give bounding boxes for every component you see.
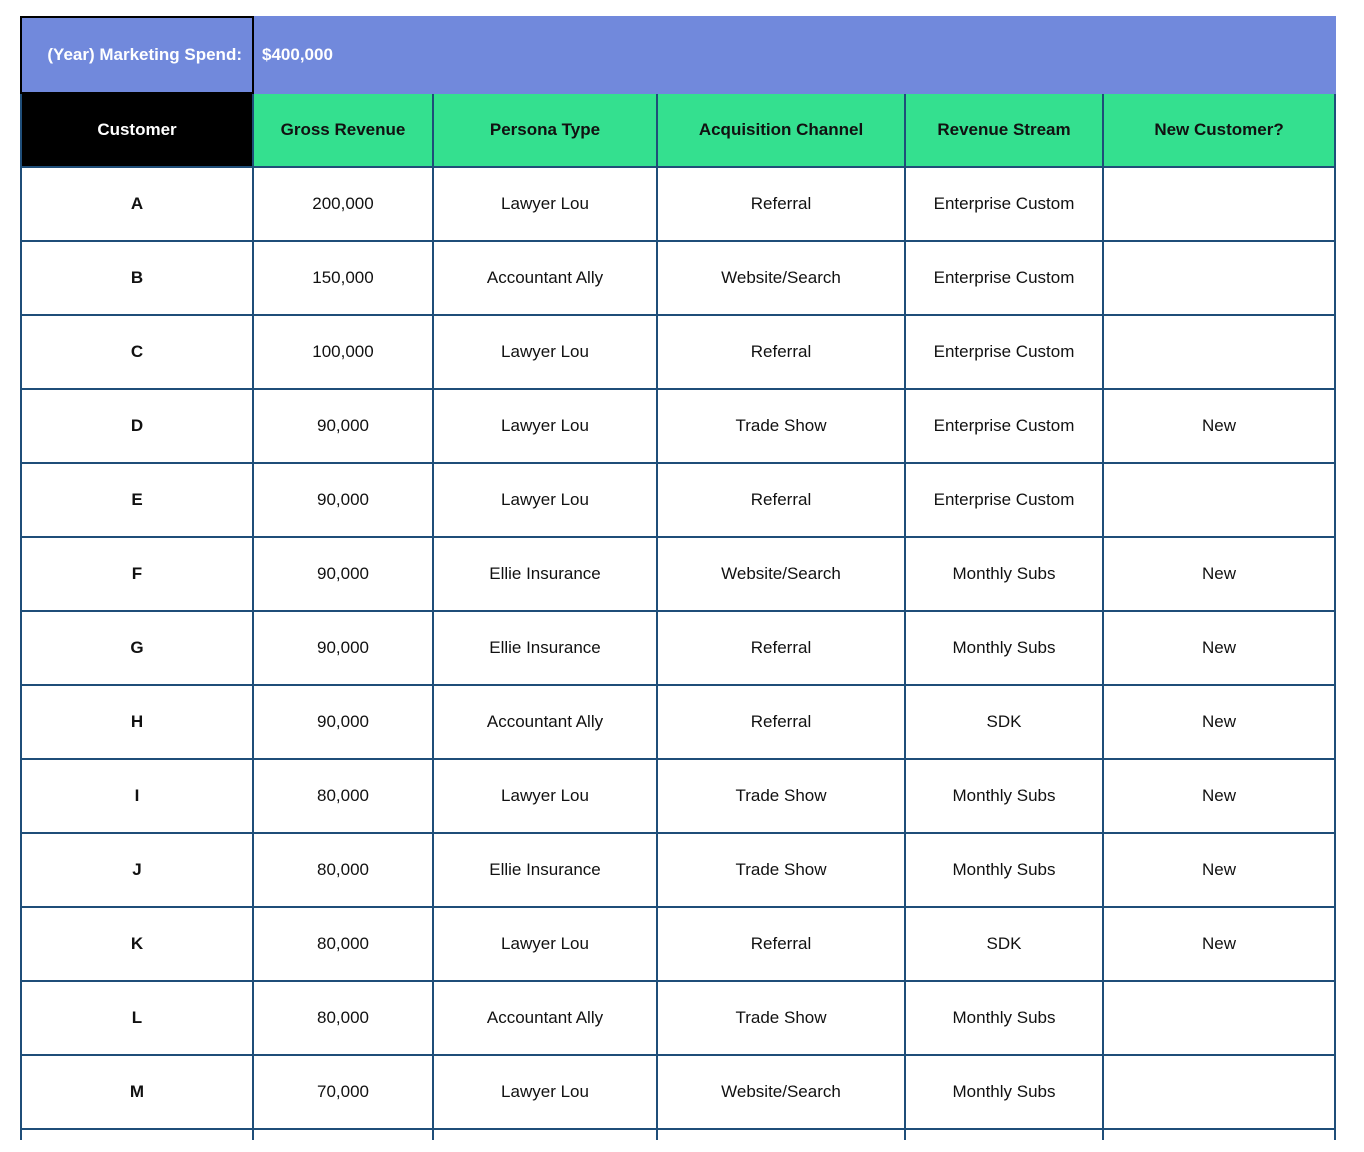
cell-acquisition-channel[interactable]: Referral: [657, 167, 905, 241]
cell-new-customer[interactable]: [1103, 315, 1335, 389]
cell-empty[interactable]: [905, 1129, 1103, 1140]
cell-gross-revenue[interactable]: 70,000: [253, 1055, 433, 1129]
cell-empty[interactable]: [21, 1129, 253, 1140]
header-new-customer[interactable]: New Customer?: [1103, 93, 1335, 167]
cell-revenue-stream[interactable]: Monthly Subs: [905, 537, 1103, 611]
cell-customer[interactable]: J: [21, 833, 253, 907]
cell-revenue-stream[interactable]: Enterprise Custom: [905, 389, 1103, 463]
cell-acquisition-channel[interactable]: Website/Search: [657, 537, 905, 611]
cell-customer[interactable]: M: [21, 1055, 253, 1129]
cell-customer[interactable]: E: [21, 463, 253, 537]
cell-gross-revenue[interactable]: 200,000: [253, 167, 433, 241]
cell-customer[interactable]: H: [21, 685, 253, 759]
cell-persona-type[interactable]: Ellie Insurance: [433, 611, 657, 685]
cell-new-customer[interactable]: New: [1103, 389, 1335, 463]
cell-persona-type[interactable]: Accountant Ally: [433, 685, 657, 759]
cell-revenue-stream[interactable]: Monthly Subs: [905, 759, 1103, 833]
cell-empty[interactable]: [657, 1129, 905, 1140]
customer-table: [20, 16, 1336, 1140]
cell-customer[interactable]: F: [21, 537, 253, 611]
cell-empty[interactable]: [1103, 1129, 1335, 1140]
cell-new-customer[interactable]: [1103, 463, 1335, 537]
cell-persona-type[interactable]: Lawyer Lou: [433, 315, 657, 389]
cell-new-customer[interactable]: [1103, 167, 1335, 241]
table-row: [21, 907, 1335, 981]
cell-acquisition-channel[interactable]: Referral: [657, 315, 905, 389]
cell-new-customer[interactable]: New: [1103, 685, 1335, 759]
table-row: [21, 167, 1335, 241]
cell-customer[interactable]: L: [21, 981, 253, 1055]
cell-acquisition-channel[interactable]: Trade Show: [657, 389, 905, 463]
cell-revenue-stream[interactable]: Monthly Subs: [905, 1055, 1103, 1129]
cell-acquisition-channel[interactable]: Website/Search: [657, 241, 905, 315]
cell-empty[interactable]: [433, 1129, 657, 1140]
cell-persona-type[interactable]: Lawyer Lou: [433, 389, 657, 463]
cell-new-customer[interactable]: New: [1103, 907, 1335, 981]
cell-acquisition-channel[interactable]: Referral: [657, 685, 905, 759]
cell-persona-type[interactable]: Lawyer Lou: [433, 167, 657, 241]
cell-revenue-stream[interactable]: Enterprise Custom: [905, 167, 1103, 241]
cell-gross-revenue[interactable]: 80,000: [253, 981, 433, 1055]
table-row: [21, 685, 1335, 759]
cell-revenue-stream[interactable]: Enterprise Custom: [905, 463, 1103, 537]
table-row: [21, 833, 1335, 907]
cell-persona-type[interactable]: Ellie Insurance: [433, 833, 657, 907]
cell-persona-type[interactable]: Lawyer Lou: [433, 907, 657, 981]
cell-acquisition-channel[interactable]: Website/Search: [657, 1055, 905, 1129]
cell-customer[interactable]: D: [21, 389, 253, 463]
cell-customer[interactable]: B: [21, 241, 253, 315]
cell-persona-type[interactable]: Accountant Ally: [433, 241, 657, 315]
cell-new-customer[interactable]: [1103, 241, 1335, 315]
table-row: [21, 611, 1335, 685]
cell-new-customer[interactable]: New: [1103, 537, 1335, 611]
header-gross-revenue[interactable]: Gross Revenue: [253, 93, 433, 167]
cell-revenue-stream[interactable]: Enterprise Custom: [905, 315, 1103, 389]
cell-persona-type[interactable]: Lawyer Lou: [433, 463, 657, 537]
table-row: [21, 981, 1335, 1055]
header-customer[interactable]: Customer: [21, 93, 253, 167]
cell-new-customer[interactable]: New: [1103, 611, 1335, 685]
cell-new-customer[interactable]: [1103, 1055, 1335, 1129]
cell-revenue-stream[interactable]: Enterprise Custom: [905, 241, 1103, 315]
cell-gross-revenue[interactable]: 90,000: [253, 611, 433, 685]
cell-gross-revenue[interactable]: 100,000: [253, 315, 433, 389]
cell-persona-type[interactable]: Lawyer Lou: [433, 759, 657, 833]
cell-persona-type[interactable]: Ellie Insurance: [433, 537, 657, 611]
cell-gross-revenue[interactable]: 90,000: [253, 389, 433, 463]
cell-acquisition-channel[interactable]: Referral: [657, 611, 905, 685]
cell-revenue-stream[interactable]: Monthly Subs: [905, 981, 1103, 1055]
table-row: [21, 1055, 1335, 1129]
cell-new-customer[interactable]: [1103, 981, 1335, 1055]
cell-customer[interactable]: A: [21, 167, 253, 241]
table-row: [21, 759, 1335, 833]
cell-customer[interactable]: C: [21, 315, 253, 389]
cell-persona-type[interactable]: Accountant Ally: [433, 981, 657, 1055]
table-row: [21, 241, 1335, 315]
cell-acquisition-channel[interactable]: Trade Show: [657, 981, 905, 1055]
cell-persona-type[interactable]: Lawyer Lou: [433, 1055, 657, 1129]
cell-acquisition-channel[interactable]: Referral: [657, 463, 905, 537]
cell-gross-revenue[interactable]: 90,000: [253, 537, 433, 611]
cell-acquisition-channel[interactable]: Trade Show: [657, 759, 905, 833]
cell-acquisition-channel[interactable]: Referral: [657, 907, 905, 981]
cell-acquisition-channel[interactable]: Trade Show: [657, 833, 905, 907]
header-persona-type[interactable]: Persona Type: [433, 93, 657, 167]
cell-gross-revenue[interactable]: 150,000: [253, 241, 433, 315]
header-acquisition-channel[interactable]: Acquisition Channel: [657, 93, 905, 167]
cell-gross-revenue[interactable]: 90,000: [253, 463, 433, 537]
cell-revenue-stream[interactable]: Monthly Subs: [905, 611, 1103, 685]
marketing-spend-label[interactable]: (Year) Marketing Spend:: [21, 17, 253, 93]
header-revenue-stream[interactable]: Revenue Stream: [905, 93, 1103, 167]
marketing-spend-value[interactable]: $400,000: [253, 17, 1335, 93]
cell-customer[interactable]: G: [21, 611, 253, 685]
table-row: [21, 389, 1335, 463]
cell-empty[interactable]: [253, 1129, 433, 1140]
cell-revenue-stream[interactable]: SDK: [905, 907, 1103, 981]
table-row: [21, 315, 1335, 389]
cell-gross-revenue[interactable]: 80,000: [253, 907, 433, 981]
table-row: [21, 463, 1335, 537]
cell-revenue-stream[interactable]: SDK: [905, 685, 1103, 759]
cell-customer[interactable]: I: [21, 759, 253, 833]
cell-revenue-stream[interactable]: Monthly Subs: [905, 833, 1103, 907]
cell-gross-revenue[interactable]: 80,000: [253, 833, 433, 907]
table-row: [21, 537, 1335, 611]
header-row: [21, 93, 1335, 167]
cell-customer[interactable]: K: [21, 907, 253, 981]
table-row-partial: [21, 1129, 1335, 1140]
cell-new-customer[interactable]: New: [1103, 759, 1335, 833]
cell-gross-revenue[interactable]: 90,000: [253, 685, 433, 759]
cell-new-customer[interactable]: New: [1103, 833, 1335, 907]
marketing-spend-row: [21, 17, 1335, 93]
cell-gross-revenue[interactable]: 80,000: [253, 759, 433, 833]
